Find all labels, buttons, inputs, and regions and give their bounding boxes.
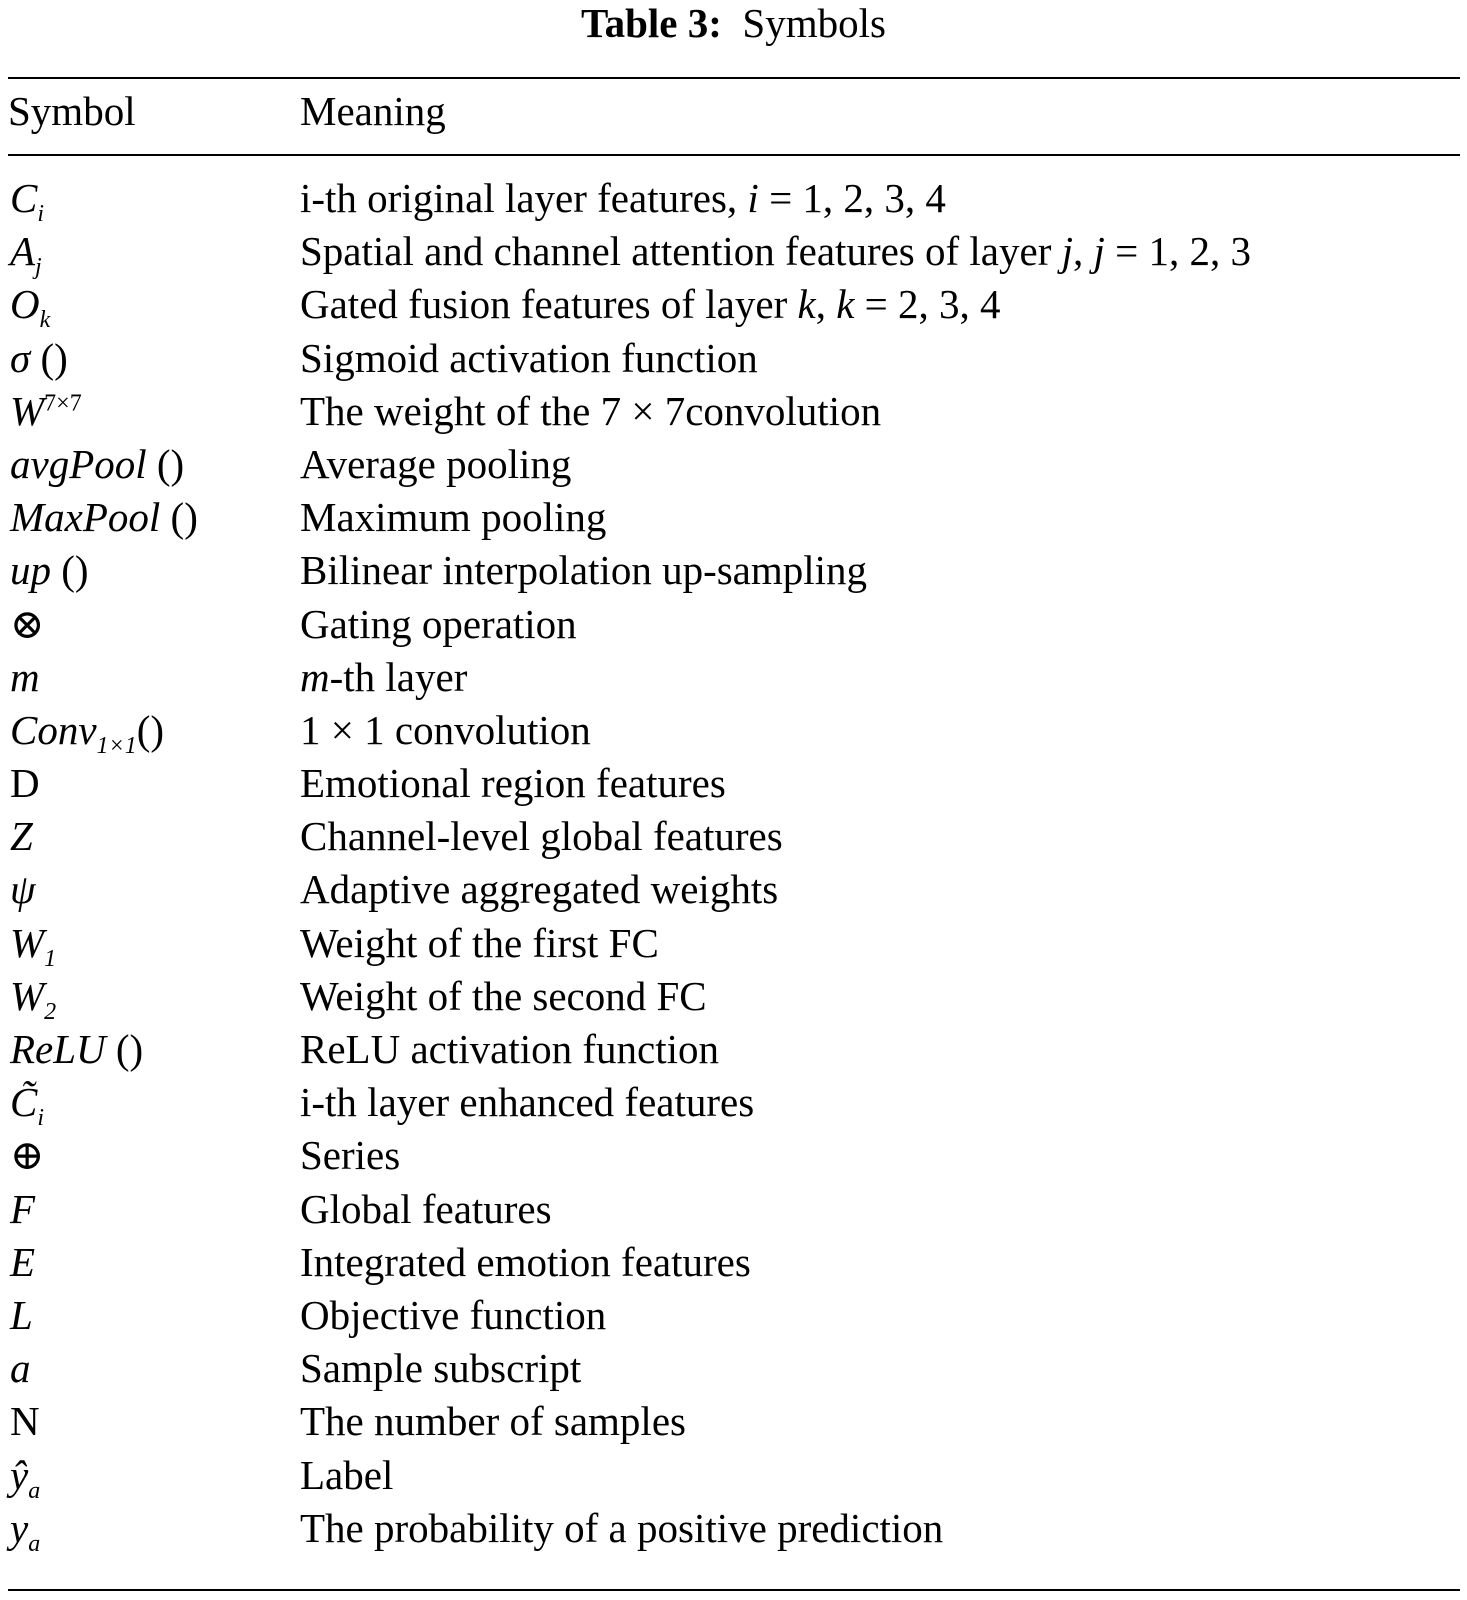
header-meaning: Meaning bbox=[300, 88, 446, 134]
table-row bbox=[0, 225, 1467, 281]
row-symbol: Conv$_{1\times 1}$() bbox=[10, 706, 165, 760]
row-symbol: MaxPool () bbox=[10, 494, 198, 541]
row-meaning: i-th original layer features, i = 1, 2, 3, 4 bbox=[300, 175, 946, 221]
row-symbol: $C_i$ bbox=[10, 175, 45, 228]
row-meaning: Objective function bbox=[300, 1291, 607, 1338]
row-symbol: ReLU () bbox=[10, 1026, 144, 1072]
row-meaning: ReLU activation function bbox=[300, 1026, 719, 1072]
bottom-rule bbox=[8, 1589, 1460, 1591]
table-row bbox=[0, 385, 1467, 438]
table-row bbox=[0, 917, 1467, 970]
row-symbol: $y_a$ bbox=[10, 1504, 41, 1557]
table-row bbox=[0, 970, 1467, 1023]
row-symbol: ψ bbox=[10, 866, 36, 913]
row-meaning: Average pooling bbox=[300, 440, 572, 487]
row-symbol: a bbox=[10, 1345, 31, 1392]
table-caption bbox=[0, 0, 1467, 46]
row-meaning: Weight of the first FC bbox=[300, 919, 659, 966]
row-symbol: ⊗ bbox=[10, 600, 45, 647]
table-row bbox=[0, 1076, 1467, 1132]
header-rule bbox=[8, 154, 1460, 156]
table-row bbox=[0, 598, 1467, 651]
row-symbol: E bbox=[10, 1238, 36, 1285]
row-meaning: Gating operation bbox=[300, 600, 577, 647]
table-row bbox=[0, 438, 1467, 491]
header-symbol: Symbol bbox=[8, 88, 136, 134]
table-row bbox=[0, 651, 1467, 704]
row-symbol: $W_1$ bbox=[10, 919, 57, 972]
row-symbol: $O_k$ bbox=[10, 281, 51, 334]
table-caption-title: Symbols bbox=[742, 0, 886, 46]
row-symbol: $W_2$ bbox=[10, 972, 57, 1025]
table-row bbox=[0, 1342, 1467, 1395]
row-symbol: Z bbox=[10, 813, 33, 860]
row-meaning: m-th layer bbox=[300, 653, 468, 700]
top-rule bbox=[8, 77, 1460, 79]
table-row bbox=[0, 172, 1467, 228]
row-meaning: The probability of a positive prediction bbox=[300, 1504, 944, 1551]
row-meaning: Gated fusion features of layer k, k = 2, 3, 4 bbox=[300, 281, 1001, 328]
row-meaning: Adaptive aggregated weights bbox=[300, 866, 779, 913]
table-row bbox=[0, 544, 1467, 597]
row-symbol: F bbox=[10, 1185, 36, 1232]
table-row bbox=[0, 1183, 1467, 1236]
row-meaning: The weight of the 7 × 7convolution bbox=[300, 387, 882, 434]
table-body bbox=[0, 172, 1467, 1555]
table-row bbox=[0, 1502, 1467, 1555]
row-meaning: Sample subscript bbox=[300, 1345, 582, 1392]
row-symbol: $A_j$ bbox=[10, 228, 42, 281]
row-symbol: up () bbox=[10, 547, 89, 594]
table-row bbox=[0, 332, 1467, 385]
table-row bbox=[0, 1289, 1467, 1342]
row-meaning: The number of samples bbox=[300, 1398, 686, 1445]
row-symbol: D bbox=[10, 760, 40, 807]
row-meaning: Spatial and channel attention features of layer j, j = 1, 2, 3 bbox=[300, 228, 1252, 275]
table-row bbox=[0, 1023, 1467, 1076]
row-meaning: Sigmoid activation function bbox=[300, 334, 758, 381]
row-meaning: Series bbox=[300, 1132, 401, 1179]
row-symbol: $W^{7\times 7}$ bbox=[10, 387, 82, 434]
table-row bbox=[0, 810, 1467, 863]
row-symbol: $C̃_i$ bbox=[10, 1079, 45, 1132]
table-row bbox=[0, 704, 1467, 760]
row-meaning: 1 × 1 convolution bbox=[300, 706, 591, 753]
row-meaning: Bilinear interpolation up-sampling bbox=[300, 547, 868, 594]
row-meaning: i-th layer enhanced features bbox=[300, 1079, 755, 1126]
row-symbol: L bbox=[10, 1291, 33, 1338]
row-symbol: $ŷ_a$ bbox=[10, 1451, 41, 1504]
table-row bbox=[0, 863, 1467, 916]
row-meaning: Global features bbox=[300, 1185, 552, 1232]
table-caption-label: Table 3: bbox=[581, 0, 722, 46]
row-symbol: m bbox=[10, 653, 40, 700]
row-symbol: σ () bbox=[10, 334, 68, 381]
table-row bbox=[0, 1236, 1467, 1289]
row-meaning: Maximum pooling bbox=[300, 494, 607, 541]
row-meaning: Integrated emotion features bbox=[300, 1238, 751, 1285]
table-row bbox=[0, 491, 1467, 544]
table-row bbox=[0, 1395, 1467, 1448]
row-meaning: Emotional region features bbox=[300, 760, 726, 807]
table-row bbox=[0, 278, 1467, 334]
table-row bbox=[0, 757, 1467, 810]
row-meaning: Channel-level global features bbox=[300, 813, 783, 860]
row-symbol: N bbox=[10, 1398, 40, 1445]
table-row bbox=[0, 1449, 1467, 1502]
row-symbol: ⊕ bbox=[10, 1132, 45, 1179]
row-symbol: avgPool () bbox=[10, 440, 185, 487]
table-row bbox=[0, 1129, 1467, 1182]
row-meaning: Weight of the second FC bbox=[300, 972, 707, 1019]
row-meaning: Label bbox=[300, 1451, 394, 1498]
